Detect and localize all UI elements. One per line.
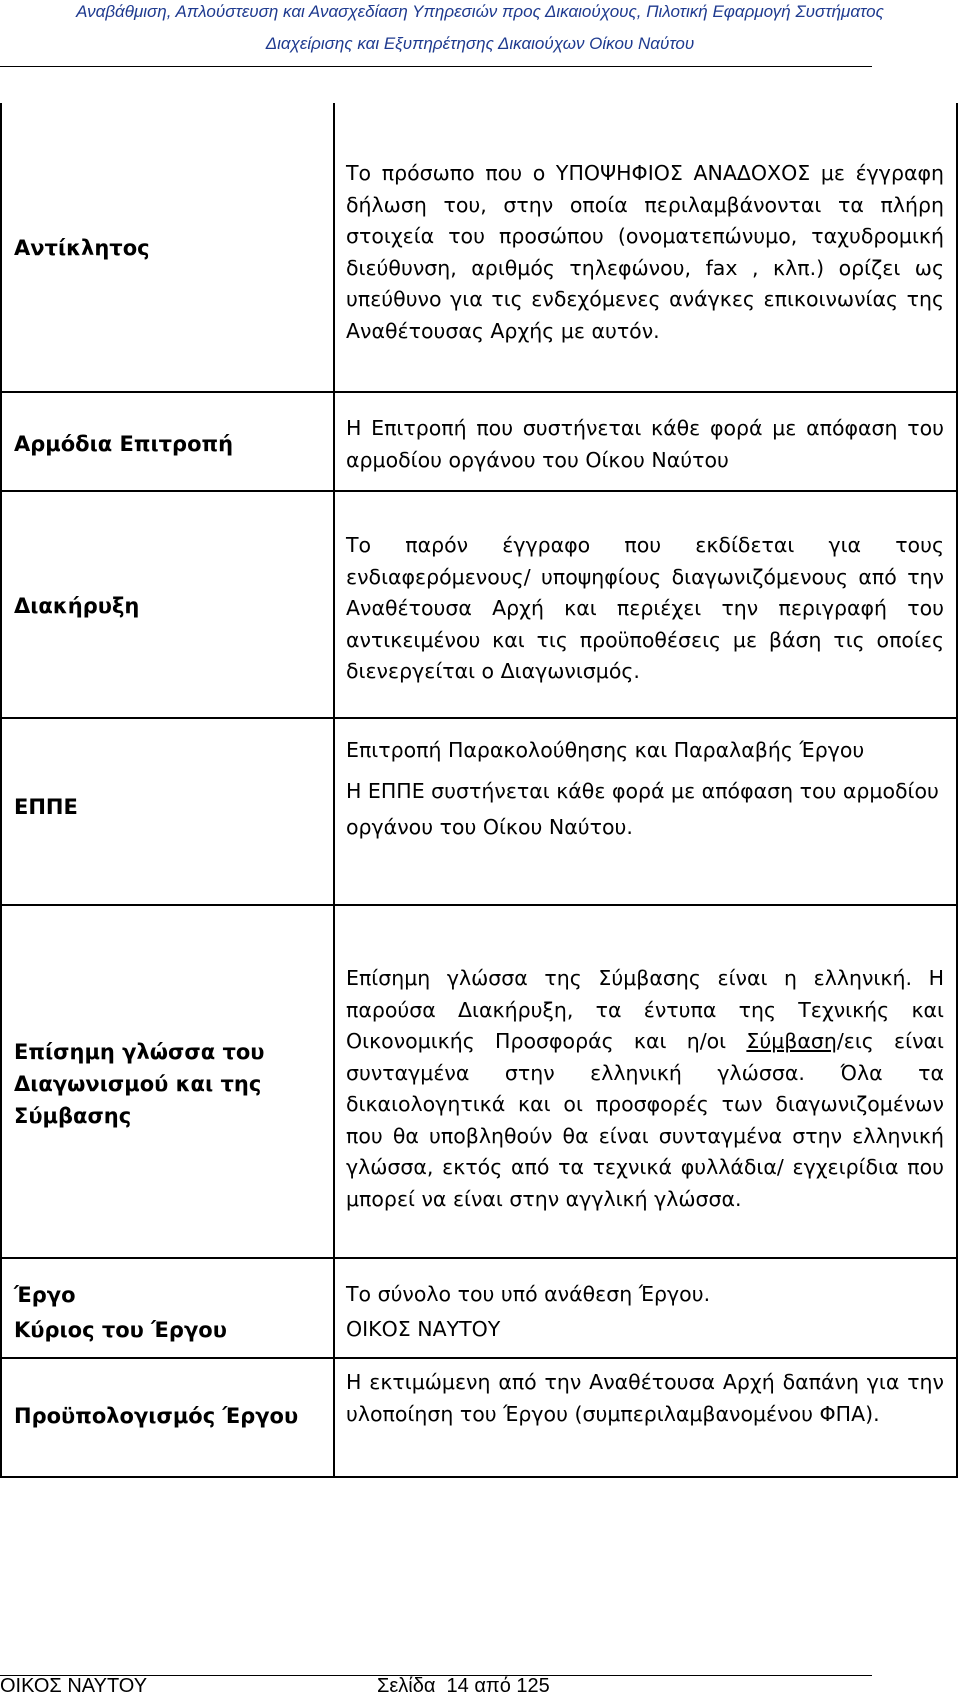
definition-episimi-glossa [346,963,944,1215]
current-page: 14 [446,1675,469,1697]
definition-episimi-glossa-part2: /εις είναι συνταγμένα στην ελληνική γλώσσα. Όλα τα δικαιολογητικά και οι προσφορές των διαγωνιζομένων που θα υποβληθούν θα είναι συνταγμένα στην ελληνική γλώσσα, εκτός από τα τεχνικά φυλλάδια/ εγχειρίδια που μπορεί να είναι στην αγγλική γλώσσα. [346,1029,944,1211]
term-kyrios-ergou: Κύριος του Έργου [14,1318,227,1342]
row-divider [0,1357,958,1359]
definition-armodia-epitropi: Η Επιτροπή που συστήνεται κάθε φορά με απόφαση του αρμοδίου οργάνου του Οίκου Ναύτου [346,416,944,472]
term-episimi-glossa: Επίσημη γλώσσα του Διαγωνισμού και της Σύμβασης [14,1040,265,1128]
row-divider [0,904,958,906]
definition-eppe-line2: οργάνου του Οίκου Ναύτου. [346,815,633,839]
header-rule [0,66,872,67]
table-left-border [0,103,2,1478]
total-pages: 125 [516,1675,550,1697]
term-armodia-epitropi: Αρμόδια Επιτροπή [14,432,234,456]
term-proypologismos-ergou: Προϋπολογισμός Έργου [14,1404,299,1428]
table-right-border [956,103,958,1478]
row-divider [0,391,958,393]
definition-kyrios-ergou: ΟΙΚΟΣ ΝΑΥΤΟΥ [346,1317,501,1341]
page-label: Σελίδα [377,1675,436,1697]
definition-eppe-line1: Η ΕΠΠΕ συστήνεται κάθε φορά με απόφαση του αρμοδίου [346,778,939,803]
page-number [377,1675,550,1698]
term-diakiryxi: Διακήρυξη [14,594,140,618]
definition-diakiryxi: Το παρόν έγγραφο που εκδίδεται για τους ενδιαφερόμενους/ υποψηφίους διαγωνιζόμενους από την Αναθέτουσα Αρχή και περιέχει την περιγραφή του αντικειμένου και τις προϋποθέσεις με βάση τις οποίες διενεργείται ο Διαγωνισμός. [346,533,944,683]
row-divider [0,490,958,492]
footer-organization: ΟΙΚΟΣ ΝΑΥΤΟΥ [0,1675,148,1697]
row-divider [0,1257,958,1259]
definition-antikletos: Το πρόσωπο που ο ΥΠΟΨΗΦΙΟΣ ΑΝΑΔΟΧΟΣ με έγγραφη δήλωση του, στην οποία περιλαμβάνονται τα πλήρη στοιχεία του προσώπου (ονοματεπώνυμο, ταχυδρομική διεύθυνση, αριθμός τηλεφώνου, fax , κλπ.) ορίζει ως υπεύθυνο για τις ενδεχόμενες ανάγκες επικοινωνίας της Αναθέτουσας Αρχής με αυτόν. [346,161,944,343]
term-antikletos: Αντίκλητος [14,236,150,260]
definition-proypologismos-ergou: Η εκτιμώμενη από την Αναθέτουσα Αρχή δαπάνη για την υλοποίηση του Έργου (συμπεριλαμβανομένου ΦΠΑ). [346,1370,944,1426]
header-title-line1: Αναβάθμιση, Απλούστευση και Ανασχεδίαση Υπηρεσιών προς Δικαιούχους, Πιλοτική Εφαρμογή Συστήματος [76,2,884,21]
of-label: από [474,1675,511,1697]
definition-episimi-glossa-part1: Επίσημη γλώσσα της Σύμβασης είναι η ελληνική. Η παρούσα Διακήρυξη, τα έντυπα της Τεχνικής και Οικονομικής Προσφοράς και η/οι [346,966,944,1053]
contract-reference: Σύμβαση [746,1029,837,1053]
definition-ergo: Το σύνολο του υπό ανάθεση Έργου. [346,1282,711,1306]
row-divider [0,717,958,719]
definition-eppe-title: Επιτροπή Παρακολούθησης και Παραλαβής Έργου [346,738,865,762]
term-ergo: Έργο [14,1283,76,1307]
term-eppe: ΕΠΠΕ [14,795,78,819]
table-bottom-border [0,1476,958,1478]
definition-eppe [346,735,944,844]
header-title-line2: Διαχείρισης και Εξυπηρέτησης Δικαιούχων Οίκου Ναύτου [265,34,695,53]
table-column-divider [333,103,335,1478]
